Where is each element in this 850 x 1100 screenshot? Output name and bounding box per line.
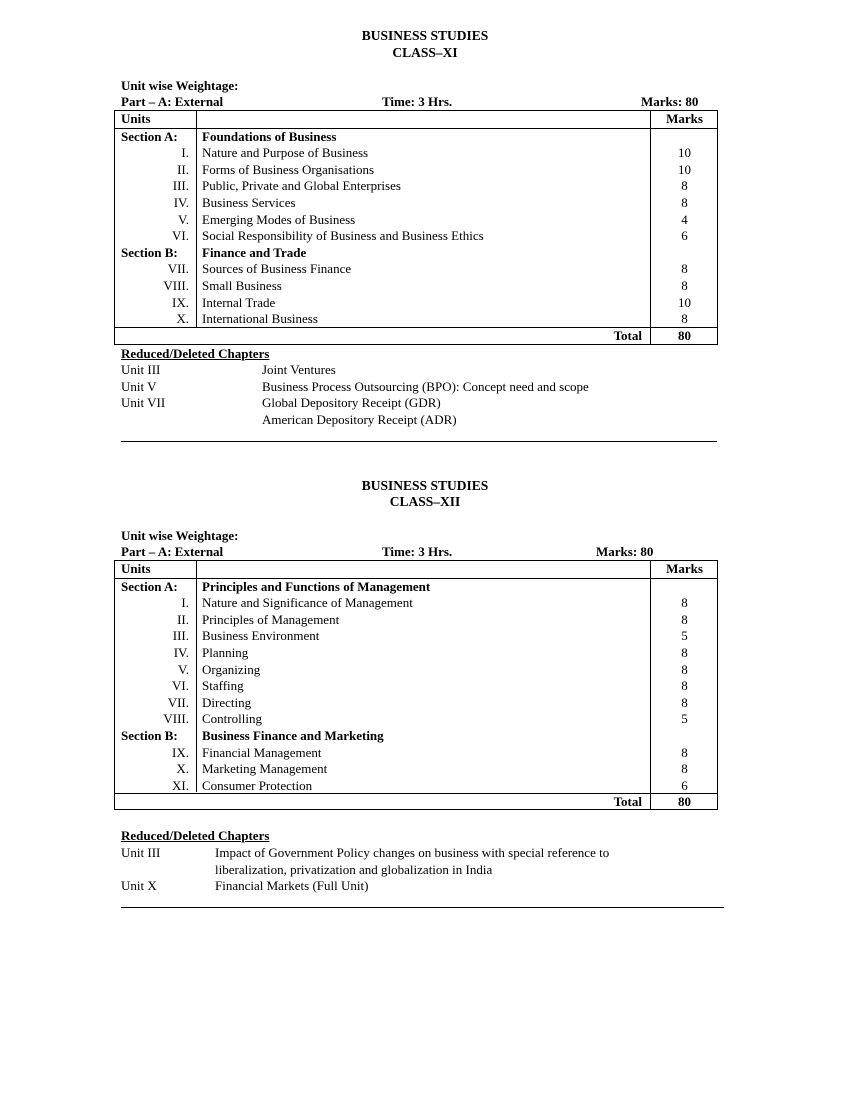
unit-number: II. <box>177 161 189 177</box>
unit-row <box>115 162 717 179</box>
unit-number: X. <box>176 761 189 777</box>
unit-row <box>115 678 717 695</box>
unit-number: I. <box>181 145 189 161</box>
unit-number: IV. <box>173 644 189 660</box>
total-value: 80 <box>678 328 691 343</box>
reduced-chapter-text: Financial Markets (Full Unit) <box>215 878 369 894</box>
unit-number: II. <box>177 611 189 627</box>
units-header: Units <box>121 111 151 126</box>
unit-marks: 6 <box>681 228 688 244</box>
unit-row <box>115 228 717 245</box>
unit-row <box>115 195 717 212</box>
unit-name: Organizing <box>202 661 261 677</box>
class12-title: BUSINESS STUDIES <box>361 478 489 493</box>
unit-name: Marketing Management <box>202 761 328 777</box>
unit-number: VIII. <box>163 277 189 293</box>
unit-number: VII. <box>167 694 189 710</box>
reduced-unit: Unit X <box>121 878 157 894</box>
class11-title: BUSINESS STUDIES <box>361 28 489 43</box>
reduced-unit: Unit V <box>121 378 157 394</box>
unit-row <box>115 261 717 278</box>
unit-name: Sources of Business Finance <box>202 261 352 277</box>
unit-marks: 8 <box>681 678 688 694</box>
table-header-row <box>115 561 717 578</box>
class11-weightage-label: Unit wise Weightage: <box>121 78 239 93</box>
unit-number: Section A: <box>121 578 178 594</box>
unit-name: Public, Private and Global Enterprises <box>202 178 401 194</box>
unit-row <box>115 178 717 195</box>
class12-reduced-title: Reduced/Deleted Chapters <box>121 828 270 843</box>
reduced-chapter-text: American Depository Receipt (ADR) <box>262 411 457 427</box>
unit-name: Business Services <box>202 194 296 210</box>
unit-marks: 8 <box>681 194 688 210</box>
section-row <box>115 245 717 262</box>
marks-header: Marks <box>666 561 703 576</box>
unit-number: X. <box>176 311 189 327</box>
table-header-row <box>115 111 717 128</box>
total-label: Total <box>613 794 642 809</box>
unit-name: Principles and Functions of Management <box>202 578 431 594</box>
unit-name: Emerging Modes of Business <box>202 211 356 227</box>
unit-marks: 8 <box>681 261 688 277</box>
unit-number: VI. <box>172 678 189 694</box>
unit-row <box>115 778 717 795</box>
unit-name: Controlling <box>202 711 262 727</box>
unit-name: Business Finance and Marketing <box>202 727 384 743</box>
section-divider-rule <box>121 907 724 908</box>
unit-name: Directing <box>202 694 252 710</box>
unit-number: III. <box>172 628 189 644</box>
class12-weightage-label: Unit wise Weightage: <box>121 528 239 543</box>
unit-marks: 6 <box>681 777 688 793</box>
unit-row <box>115 311 717 328</box>
unit-number: V. <box>178 661 189 677</box>
class12-time-label: Time: 3 Hrs. <box>382 544 453 559</box>
unit-marks: 8 <box>681 277 688 293</box>
class11-reduced-title: Reduced/Deleted Chapters <box>121 346 270 361</box>
section-row <box>115 579 717 596</box>
reduced-chapter-text: liberalization, privatization and globalization in India <box>215 861 493 877</box>
class12-marks-label: Marks: 80 <box>596 544 654 559</box>
class11-part-label: Part – A: External <box>121 94 224 109</box>
reduced-chapter-text: Impact of Government Policy changes on business with special reference to <box>215 845 610 860</box>
unit-marks: 8 <box>681 744 688 760</box>
unit-name: Small Business <box>202 277 282 293</box>
class12-weightage-table <box>114 560 718 810</box>
class12-part-label: Part – A: External <box>121 544 224 559</box>
unit-name: Internal Trade <box>202 294 276 310</box>
unit-number: IX. <box>172 744 189 760</box>
unit-row <box>115 295 717 312</box>
unit-number: III. <box>172 178 189 194</box>
section-row <box>115 129 717 146</box>
unit-marks: 5 <box>681 711 688 727</box>
unit-number: Section A: <box>121 128 178 144</box>
unit-marks: 8 <box>681 761 688 777</box>
total-value: 80 <box>678 794 691 809</box>
unit-number: Section B: <box>121 244 178 260</box>
unit-row <box>115 278 717 295</box>
total-label: Total <box>613 328 642 343</box>
unit-row <box>115 645 717 662</box>
unit-row <box>115 145 717 162</box>
unit-number: Section B: <box>121 727 178 743</box>
unit-name: Nature and Significance of Management <box>202 595 413 611</box>
unit-row <box>115 695 717 712</box>
reduced-unit: Unit III <box>121 845 161 860</box>
unit-marks: 10 <box>678 161 691 177</box>
class12-class-label: CLASS–XII <box>389 494 461 509</box>
unit-name: Business Environment <box>202 628 320 644</box>
unit-row <box>115 612 717 629</box>
unit-row <box>115 761 717 778</box>
unit-name: Forms of Business Organisations <box>202 161 375 177</box>
unit-marks: 10 <box>678 145 691 161</box>
unit-marks: 8 <box>681 611 688 627</box>
unit-name: Financial Management <box>202 744 322 760</box>
unit-name: Staffing <box>202 678 244 694</box>
unit-marks: 8 <box>681 595 688 611</box>
unit-number: IX. <box>172 294 189 310</box>
class11-weightage-table <box>114 110 718 345</box>
unit-row <box>115 745 717 762</box>
unit-row <box>115 662 717 679</box>
unit-name: Principles of Management <box>202 611 340 627</box>
unit-name: Foundations of Business <box>202 128 337 144</box>
unit-number: VII. <box>167 261 189 277</box>
unit-number: V. <box>178 211 189 227</box>
unit-number: VIII. <box>163 711 189 727</box>
class11-class-label: CLASS–XI <box>392 45 458 60</box>
unit-marks: 8 <box>681 661 688 677</box>
unit-name: International Business <box>202 311 318 327</box>
section-divider-rule <box>121 441 717 442</box>
total-row <box>115 328 717 345</box>
unit-number: XI. <box>172 777 189 793</box>
unit-name: Finance and Trade <box>202 244 307 260</box>
section-row <box>115 728 717 745</box>
reduced-chapter-text: Business Process Outsourcing (BPO): Concept need and scope <box>262 378 589 394</box>
unit-row <box>115 628 717 645</box>
unit-number: I. <box>181 595 189 611</box>
unit-marks: 8 <box>681 644 688 660</box>
reduced-chapter-text: Global Depository Receipt (GDR) <box>262 395 441 411</box>
reduced-unit: Unit VII <box>121 395 166 411</box>
unit-name: Planning <box>202 644 249 660</box>
unit-name: Social Responsibility of Business and Business Ethics <box>202 228 484 244</box>
unit-number: VI. <box>172 228 189 244</box>
unit-marks: 8 <box>681 311 688 327</box>
unit-name: Nature and Purpose of Business <box>202 145 369 161</box>
reduced-unit: Unit III <box>121 362 161 377</box>
class11-marks-label: Marks: 80 <box>641 94 699 109</box>
unit-row <box>115 711 717 728</box>
unit-marks: 8 <box>681 178 688 194</box>
unit-marks: 5 <box>681 628 688 644</box>
unit-number: IV. <box>173 194 189 210</box>
unit-row <box>115 595 717 612</box>
unit-marks: 8 <box>681 694 688 710</box>
unit-marks: 10 <box>678 294 691 310</box>
total-row <box>115 794 717 811</box>
unit-row <box>115 212 717 229</box>
marks-header: Marks <box>666 111 703 126</box>
reduced-chapter-text: Joint Ventures <box>262 362 336 377</box>
class11-time-label: Time: 3 Hrs. <box>382 94 453 109</box>
units-header: Units <box>121 561 151 576</box>
unit-name: Consumer Protection <box>202 777 313 793</box>
unit-marks: 4 <box>681 211 688 227</box>
